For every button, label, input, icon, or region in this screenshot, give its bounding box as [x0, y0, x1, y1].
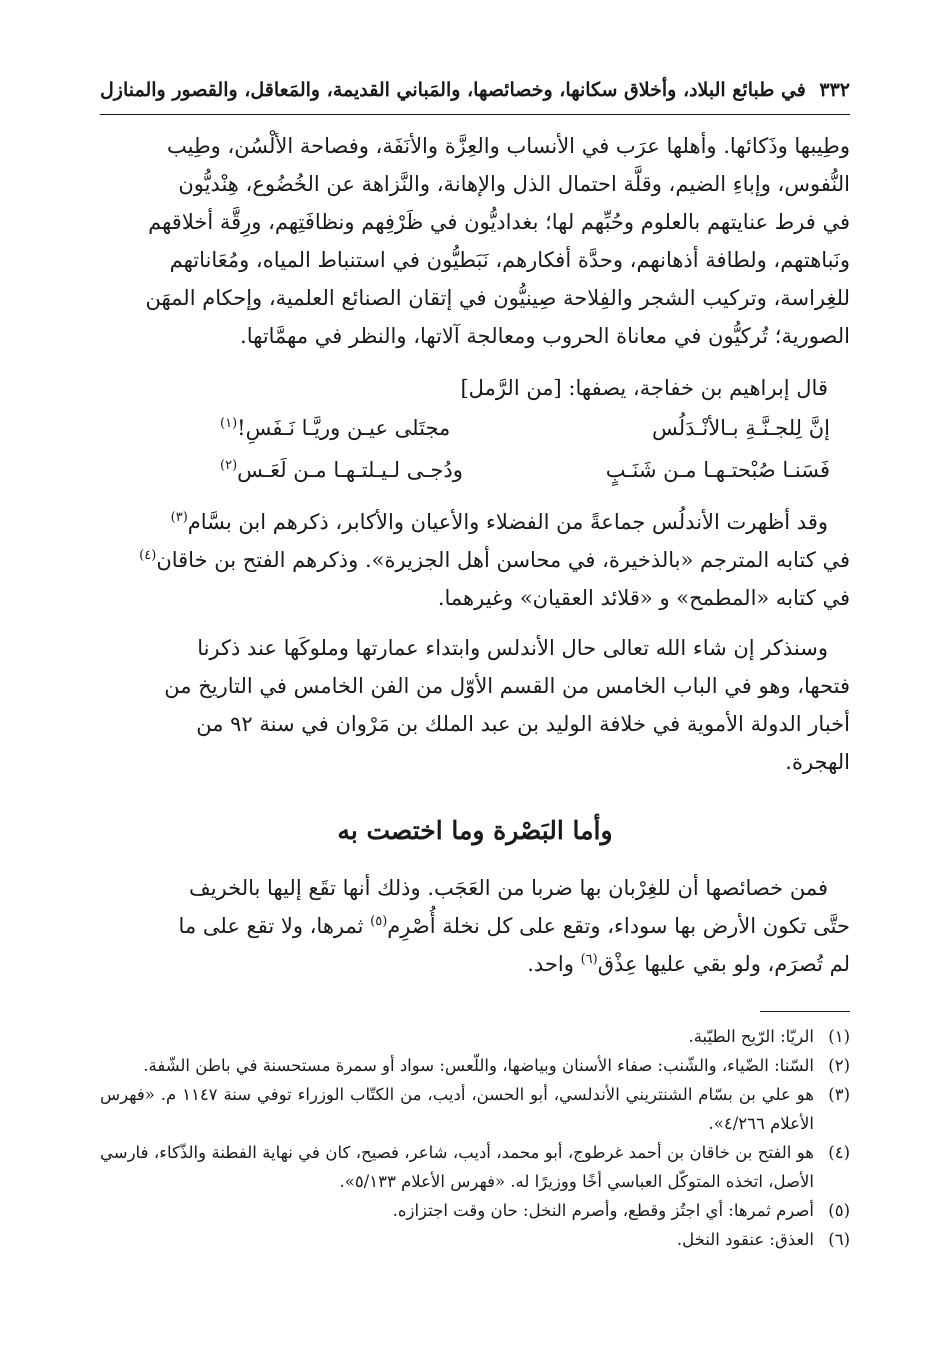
- text-line: الصورية؛ تُركيُّون في معاناة الحروب ومعالجة آلاتها، والنظر في مهمَّاتها.: [240, 324, 850, 348]
- footnote-item: [100, 1225, 850, 1254]
- verse-hemistich-left: [220, 449, 463, 491]
- footnote-number: (٥): [828, 1201, 850, 1220]
- section-heading: وأما البَصْرة وما اختصت به: [337, 816, 613, 845]
- footnote-number: (٢): [828, 1056, 850, 1075]
- text-line: للغِراسة، وتركيب الشجر والفِلاحة صِينيُّون في إتقان الصنائع العلمية، وإحكام المهَن: [145, 286, 850, 310]
- footnote-text: السّنا: الضّياء، والشّنب: صفاء الأسنان وبياضها، واللّعس: سواد أو سمرة مستحسنة في باطن الشّفة.: [143, 1056, 814, 1075]
- text-span: وقد أظهرت الأندلُس جماعةً من الفضلاء والأعيان والأكابر، ذكرهم ابن بسَّام: [187, 510, 828, 534]
- text-line: وطِيبها وذَكائها. وأهلها عرَب في الأنساب والعِزَّة والأنَفَة، وفصاحة الألْسُن، وطِيب: [166, 134, 850, 158]
- footnote-marker: (١): [220, 416, 238, 431]
- paragraph-virtues: [100, 127, 850, 355]
- text-span: لم تُصرَم، ولو بقي عليها عِذْق: [597, 952, 850, 976]
- footnote-number: (٦): [828, 1230, 850, 1249]
- text-line: وسنذكر إن شاء الله تعالى حال الأندلس وابتداء عمارتها وملوكَها عند ذكرنا: [197, 636, 828, 660]
- text-line: فمن خصائصها أن للغِرْبان بها ضربا من العَجَب. وذلك أنها تقَع إليها بالخريف: [188, 876, 828, 900]
- footnote-marker: (٢): [220, 458, 238, 473]
- footnote-text: هو الفتح بن خاقان بن أحمد غرطوج، أبو محمد، أديب، شاعر، فصيح، كان في نهاية الفطنة والذّكاء، فارسي الأصل، اتخذه المتوكّل العباسي أخًا ووزيرًا له. «فهرس الأعلام ٥/١٣٣».: [100, 1143, 814, 1191]
- text-line: أخبار الدولة الأموية في خلافة الوليد بن عبد الملك بن مَرْوان في سنة ٩٢ من: [196, 712, 850, 736]
- running-title: في طبائع البلاد، وأخلاق سكانها، وخصائصها، والمَباني القديمة، والمَعاقل، والقصور والمنازل: [100, 79, 806, 101]
- paragraph-basra-crows: [100, 869, 850, 983]
- footnote-marker: (٤): [139, 548, 157, 563]
- footnote-item: [100, 1080, 850, 1138]
- text-line: [100, 907, 850, 945]
- text-span: واحد.: [527, 952, 581, 976]
- paragraph-history-note: [100, 629, 850, 781]
- verse-line-2: [100, 449, 850, 491]
- text-span: في كتابه المترجم «بالذخيرة، في محاسن أهل الجزيرة». وذكرهم الفتح بن خاقان: [156, 548, 850, 572]
- text-line: [100, 945, 850, 983]
- footnote-text: الريّا: الرّيح الطيّبة.: [688, 1027, 814, 1046]
- verse-intro: قال إبراهيم بن خفاجة، يصفها: [من الرَّمل]: [460, 376, 828, 400]
- text-line: فتحها، وهو في الباب الخامس من القسم الأوّل من الفن الخامس في التاريخ من: [164, 674, 850, 698]
- footnote-item: [100, 1138, 850, 1196]
- text-line: ونَباهتهم، ولطافة أذهانهم، وحدَّة أفكارهم، نَبَطيُّون في استنباط المياه، ومُعَاناتهم: [169, 248, 850, 272]
- footnote-marker: (٣): [170, 510, 188, 525]
- verse-hemistich-left-text: مجتَلى عيـن وريَّـا نَـفَسِ!: [237, 416, 451, 440]
- text-line: [100, 503, 850, 541]
- footnote-item: [100, 1051, 850, 1080]
- footnote-item: [100, 1196, 850, 1225]
- text-line: [100, 541, 850, 579]
- footnote-item: [100, 1022, 850, 1051]
- footnotes: [100, 1022, 850, 1254]
- running-header: [100, 70, 850, 115]
- verse-hemistich-left-text: ودُجـى لـيـلتـهـا مـن لَعَـس: [237, 458, 463, 482]
- text-span: ثمرها، ولا تقع على ما: [178, 914, 371, 938]
- text-span: حتَّى تكون الأرض بها سوداء، وتقع على كل نخلة أُصْرِم: [387, 914, 850, 938]
- book-page: [100, 70, 850, 1254]
- footnote-text: أصرم ثمرها: أي اجتُز وقطع، وأصرم النخل: حان وقت اجتزازه.: [392, 1201, 814, 1220]
- text-line: في كتابه «المطمح» و «قلائد العقيان» وغيرهما.: [437, 586, 850, 610]
- verse-hemistich-right: إنَّ لِلجـنَّـةِ بـالأنْـدَلُس: [652, 416, 830, 440]
- verse-line-1: [100, 407, 850, 449]
- verse-hemistich-right: فَسَنـا صُبْحتـهـا مـن شَنَـبٍ: [605, 458, 830, 482]
- page-number: ٣٣٢: [819, 79, 850, 101]
- footnote-separator: [760, 1011, 850, 1012]
- footnote-number: (٤): [828, 1143, 850, 1162]
- footnote-number: (١): [828, 1027, 850, 1046]
- text-line: النُّفوس، وإباءِ الضيم، وقلَّة احتمال الذل والإهانة، والنَّزاهة عن الخُضُوع، هِنْديُّون: [178, 172, 850, 196]
- text-line: في فرط عنايتهم بالعلوم وحُبِّهم لها؛ بغداديُّون في ظَرْفِهم ونظافَتِهم، ورِقَّة أخلاقهم: [148, 210, 850, 234]
- footnote-marker: (٥): [370, 914, 388, 929]
- paragraph-scholars: [100, 503, 850, 617]
- footnote-number: (٣): [828, 1085, 850, 1104]
- text-line: الهجرة.: [785, 750, 850, 774]
- footnote-text: هو علي بن بسّام الشنتريني الأندلسي، أبو الحسن، أديب، من الكتّاب الوزراء توفي سنة ١١٤٧ م. «فهرس الأعلام ٤/٢٦٦».: [100, 1085, 814, 1133]
- footnote-marker: (٦): [580, 952, 598, 967]
- footnote-text: العذق: عنقود النخل.: [676, 1230, 814, 1249]
- verse-hemistich-left: [220, 407, 450, 449]
